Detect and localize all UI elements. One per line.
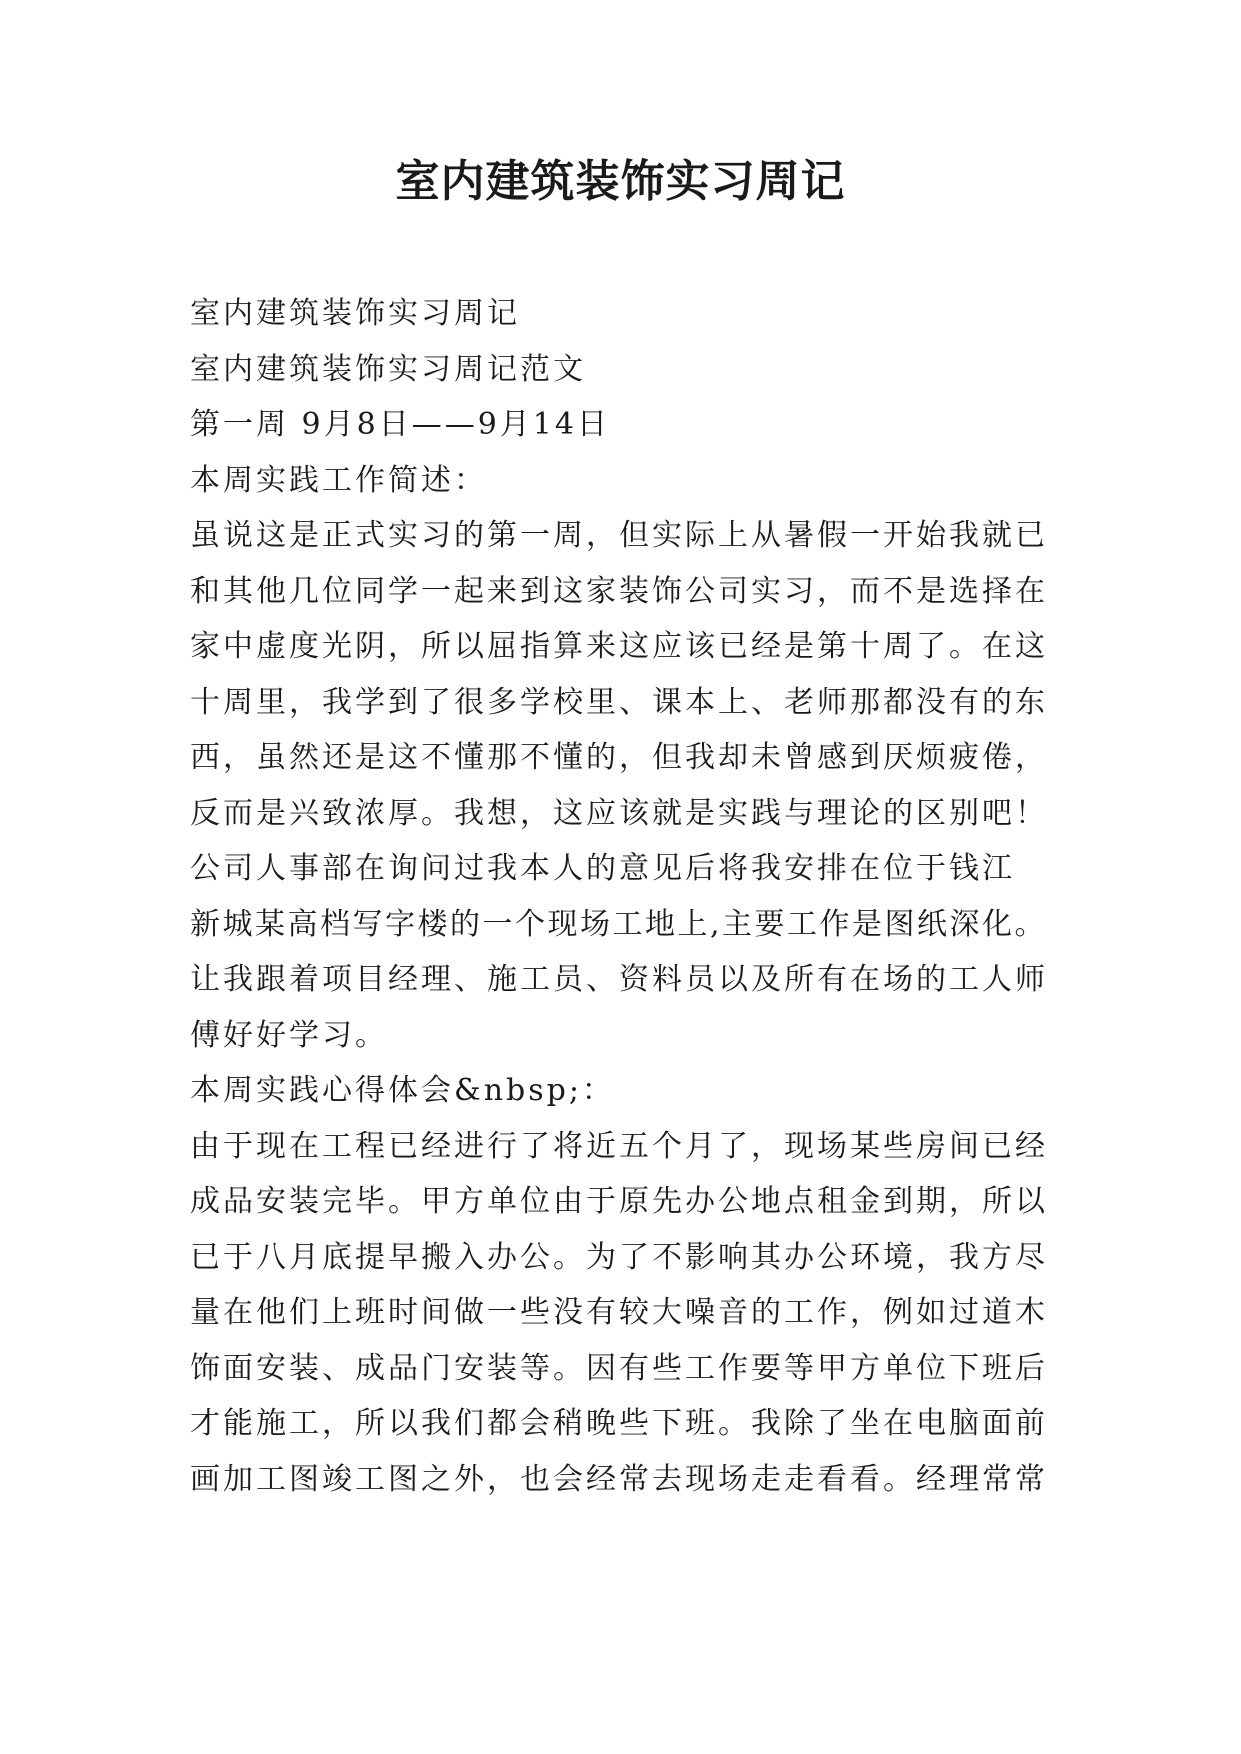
document-title: 室内建筑装饰实习周记	[395, 156, 846, 207]
text-line: 画加工图竣工图之外，也会经常去现场走走看看。经理常常	[190, 1461, 1048, 1497]
text-line: 量在他们上班时间做一些没有较大噪音的工作，例如过道木	[190, 1295, 1048, 1330]
text-line: 第一周 9月8日——9月14日	[190, 407, 610, 442]
text-line: 公司人事部在询问过我本人的意见后将我安排在位于钱江	[190, 851, 1015, 886]
document-body	[190, 286, 1054, 1507]
text-line: 傅好好学习。	[190, 1017, 388, 1053]
text-line: 饰面安装、成品门安装等。因有些工作要等甲方单位下班后	[190, 1350, 1048, 1386]
text-line: 让我跟着项目经理、施工员、资料员以及所有在场的工人师	[190, 962, 1048, 997]
text-line: 家中虚度光阴，所以屈指算来这应该已经是第十周了。在这	[190, 629, 1048, 664]
text-line: 室内建筑装饰实习周记	[190, 296, 520, 331]
text-line: 已于八月底提早搬入办公。为了不影响其办公环境，我方尽	[190, 1239, 1048, 1275]
text-line: 和其他几位同学一起来到这家装饰公司实习，而不是选择在	[190, 573, 1048, 609]
text-line: 本周实践工作简述：	[190, 462, 487, 498]
text-line: 反而是兴致浓厚。我想，这应该就是实践与理论的区别吧！	[190, 795, 1048, 831]
text-line: 由于现在工程已经进行了将近五个月了，现场某些房间已经	[190, 1128, 1048, 1164]
text-line: 十周里，我学到了很多学校里、课本上、老师那都没有的东	[190, 684, 1048, 720]
text-line: 虽说这是正式实习的第一周，但实际上从暑假一开始我就已	[190, 518, 1048, 553]
text-line: 本周实践心得体会&nbsp;：	[190, 1073, 615, 1108]
text-line: 新城某高档写字楼的一个现场工地上,主要工作是图纸深化。	[190, 906, 1048, 942]
text-line: 西，虽然还是这不懂那不懂的，但我却未曾感到厌烦疲倦，	[190, 740, 1048, 775]
text-line: 才能施工，所以我们都会稍晚些下班。我除了坐在电脑面前	[190, 1406, 1048, 1441]
text-line: 室内建筑装饰实习周记范文	[190, 351, 586, 387]
text-line: 成品安装完毕。甲方单位由于原先办公地点租金到期，所以	[190, 1184, 1048, 1219]
